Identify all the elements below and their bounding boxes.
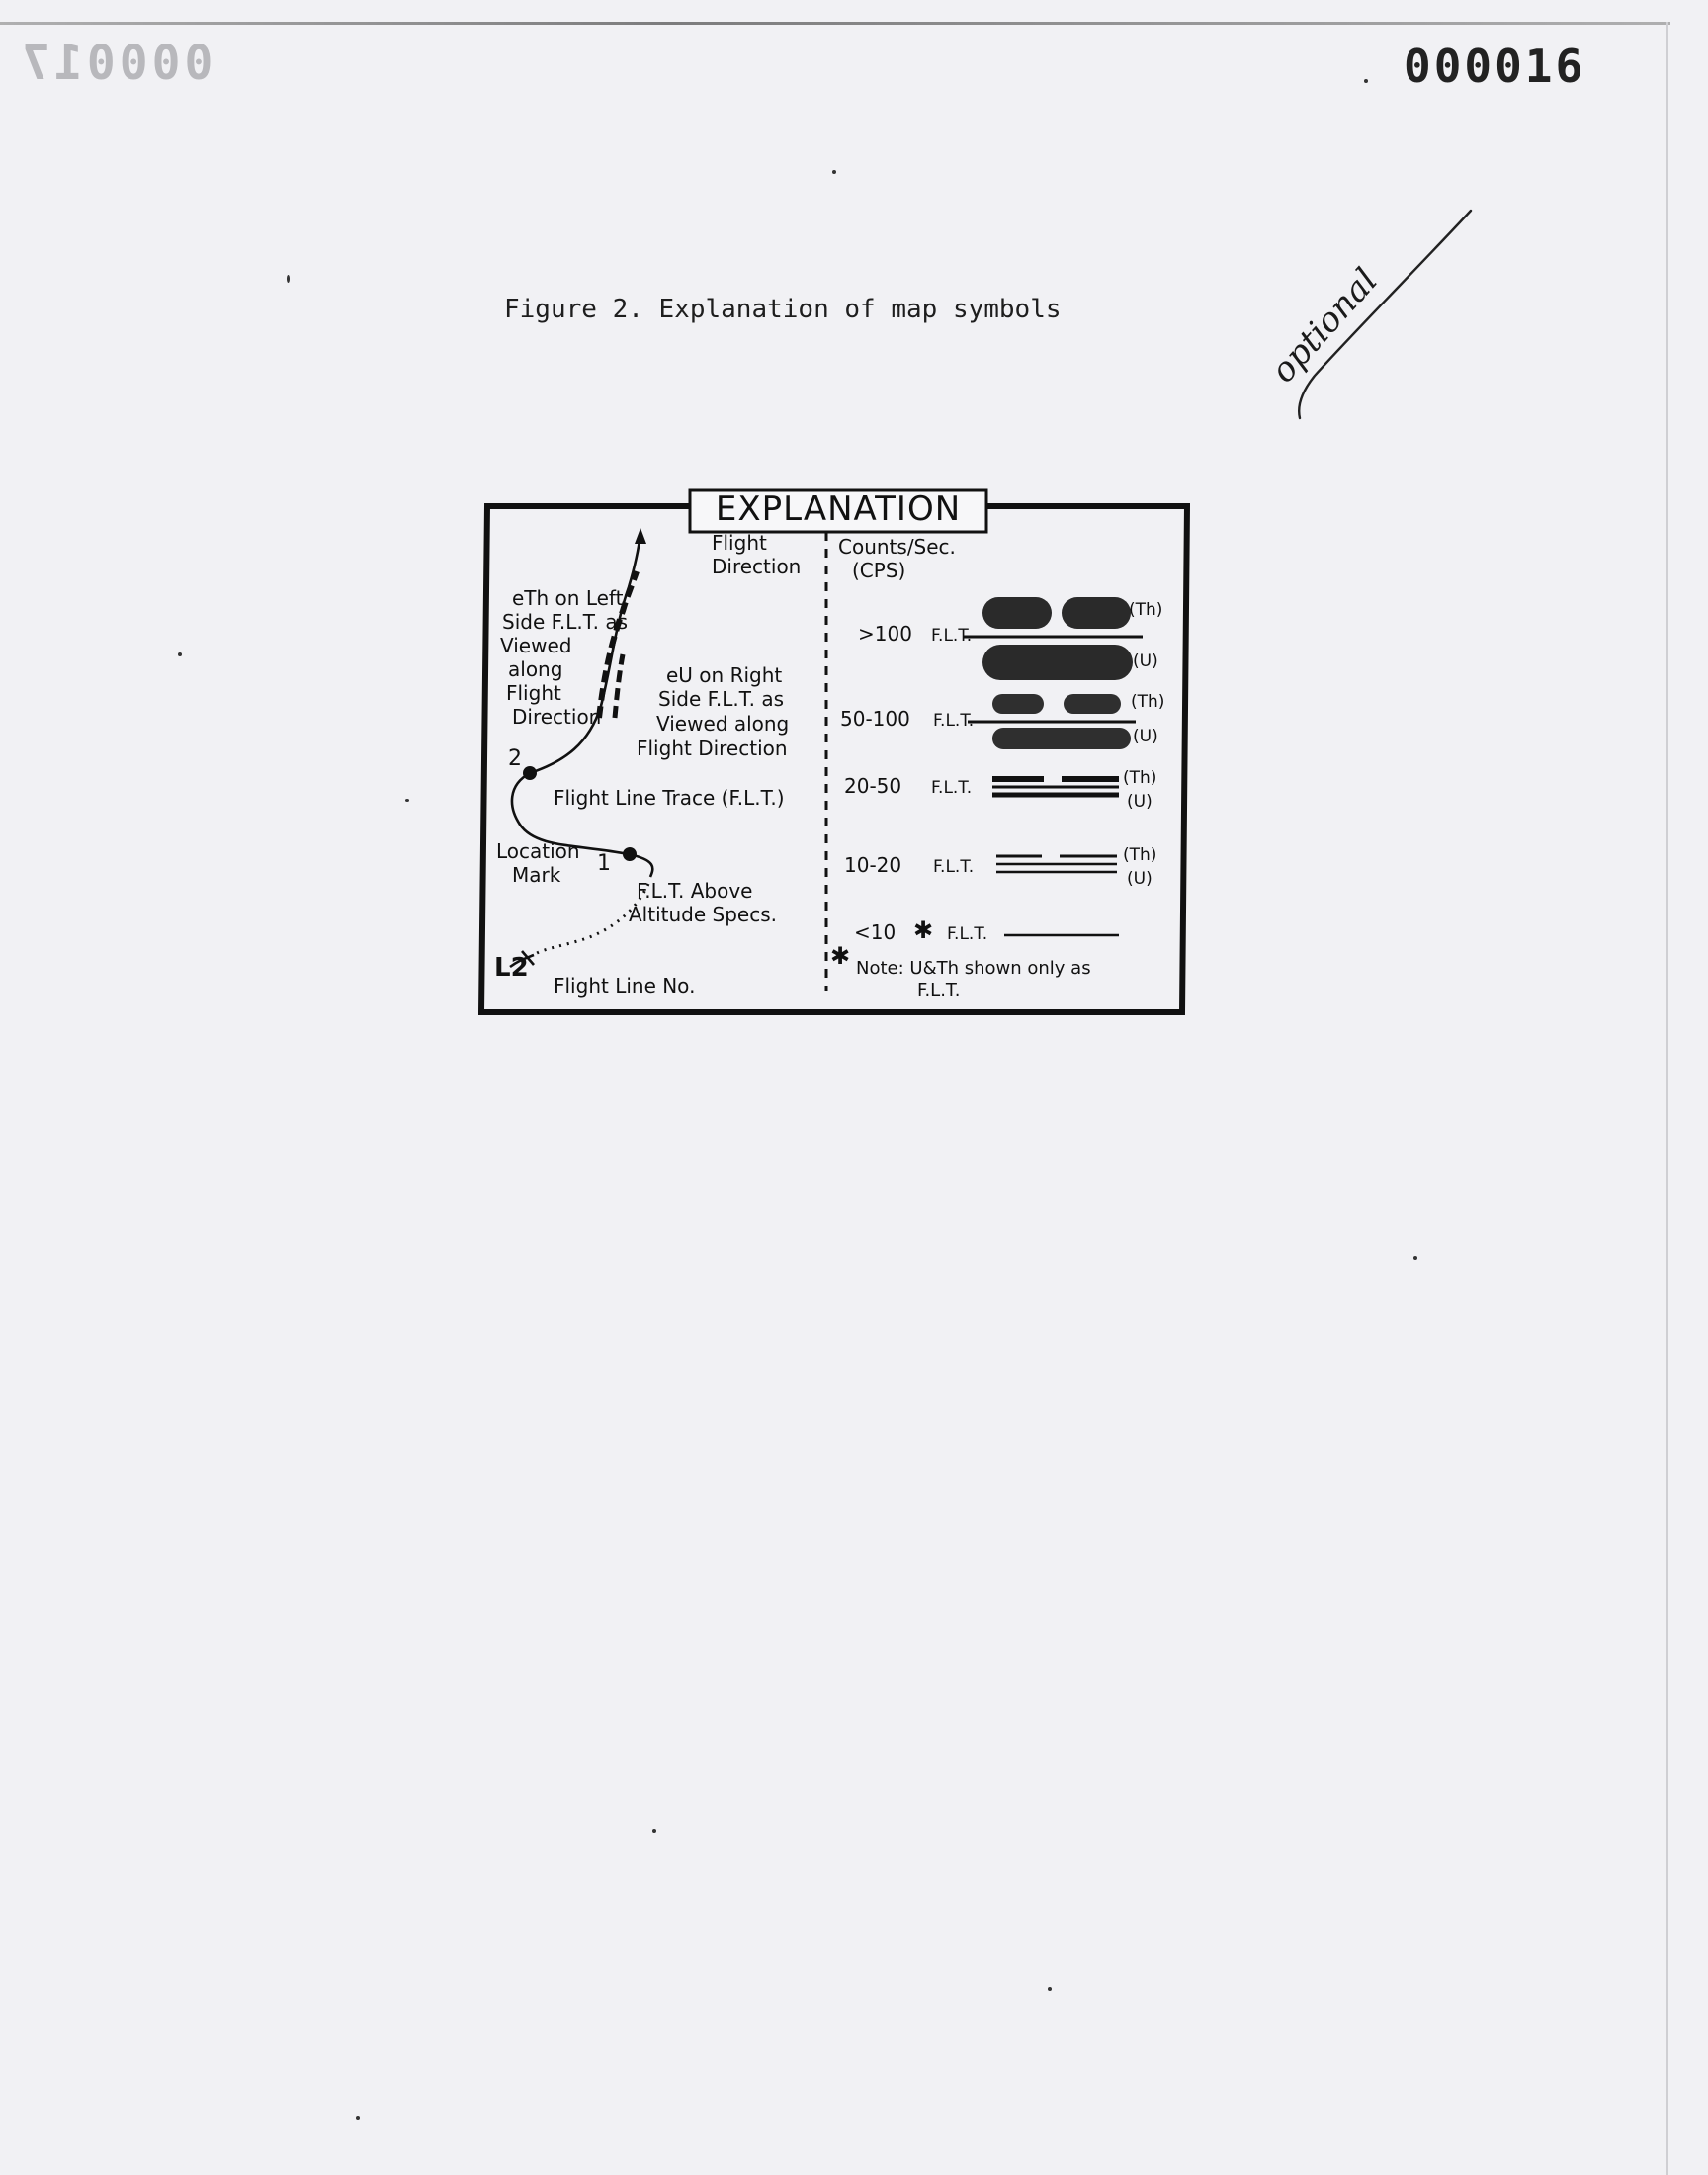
scan-edge-top: [0, 22, 1670, 25]
th-bar-50-100-a: [992, 694, 1044, 714]
eu-label-3: Viewed along: [656, 712, 790, 736]
eth-label-3: Viewed: [500, 634, 572, 657]
eu-label-4: Flight Direction: [637, 737, 788, 760]
th-label-20-50: (Th): [1123, 768, 1157, 788]
eu-label-1: eU on Right: [666, 663, 783, 687]
figure-caption: Figure 2. Explanation of map symbols: [504, 295, 1062, 324]
th-label-50-100: (Th): [1131, 692, 1165, 712]
range-10-20: 10-20: [844, 853, 902, 877]
eth-label-5: Flight: [506, 681, 561, 705]
th-bar-50-100-b: [1064, 694, 1121, 714]
handwritten-annotation: [1263, 203, 1512, 430]
location-number-1: 1: [597, 851, 611, 876]
handwritten-note: optional: [1263, 260, 1386, 391]
scan-edge-right: [1666, 22, 1668, 2175]
flt-above-label-1: F.L.T. Above: [637, 879, 753, 903]
flight-direction-arrow: [635, 528, 646, 544]
u-label-50-100: (U): [1133, 727, 1158, 746]
flt-label-20-50: F.L.T.: [931, 778, 973, 798]
eth-label-4: along: [508, 657, 563, 681]
location-mark-label-2: Mark: [512, 863, 561, 887]
flight-direction-label-1: Flight: [712, 531, 767, 555]
scan-speck: [652, 1829, 656, 1833]
flight-direction-label-2: Direction: [712, 555, 802, 578]
range-50-100: 50-100: [840, 707, 910, 731]
u-label-10-20: (U): [1127, 869, 1153, 889]
asterisk-note: ✱: [830, 942, 851, 970]
scan-speck: [356, 2116, 360, 2120]
scan-speck: [1048, 1987, 1052, 1991]
location-mark-2: [523, 766, 537, 780]
asterisk-lt10: ✱: [913, 916, 934, 944]
legend-title: EXPLANATION: [715, 489, 962, 529]
page-number: 000016: [1404, 40, 1586, 93]
note-line-2: F.L.T.: [917, 980, 961, 1000]
eth-label-1: eTh on Left: [512, 586, 624, 610]
th-label-gt100: (Th): [1129, 600, 1163, 620]
u-label-gt100: (U): [1133, 652, 1158, 671]
eu-dashes: [615, 654, 623, 718]
flight-line-no-symbol: L2: [494, 953, 529, 983]
flt-above-label-2: Altitude Specs.: [629, 903, 777, 926]
mirrored-page-stamp: 000017: [18, 36, 214, 91]
scan-speck: [178, 652, 182, 656]
map-legend: [478, 488, 1190, 1018]
u-bar-gt100: [982, 645, 1133, 680]
eu-label-2: Side F.L.T. as: [658, 687, 784, 711]
location-mark-1: [623, 847, 637, 861]
cps-heading-2: (CPS): [852, 559, 906, 582]
scan-speck: [287, 275, 290, 283]
flt-label-50-100: F.L.T.: [933, 711, 975, 731]
flight-line-no-label: Flight Line No.: [554, 974, 696, 998]
u-label-20-50: (U): [1127, 792, 1153, 812]
range-20-50: 20-50: [844, 774, 902, 798]
th-bar-gt100-a: [982, 597, 1052, 629]
flt-label-gt100: F.L.T.: [931, 626, 973, 646]
location-mark-label-1: Location: [496, 839, 580, 863]
eth-label-2: Side F.L.T. as: [502, 610, 628, 634]
scan-speck: [1413, 1256, 1417, 1260]
eth-label-6: Direction: [512, 705, 602, 729]
u-bar-50-100: [992, 728, 1131, 749]
legend-graphics: [478, 488, 1190, 1018]
flt-label-lt10: F.L.T.: [947, 924, 988, 944]
scan-speck: [1364, 79, 1368, 83]
location-number-2: 2: [508, 746, 522, 771]
th-label-10-20: (Th): [1123, 845, 1157, 865]
flt-label-10-20: F.L.T.: [933, 857, 975, 877]
cps-heading-1: Counts/Sec.: [838, 535, 956, 559]
range-lt10: <10: [854, 920, 897, 944]
range-gt100: >100: [858, 622, 912, 646]
scan-speck: [832, 170, 836, 174]
th-bar-gt100-b: [1062, 597, 1131, 629]
scan-speck: [405, 799, 409, 802]
flight-line-trace-label: Flight Line Trace (F.L.T.): [554, 786, 785, 810]
note-line-1: Note: U&Th shown only as: [856, 958, 1091, 979]
